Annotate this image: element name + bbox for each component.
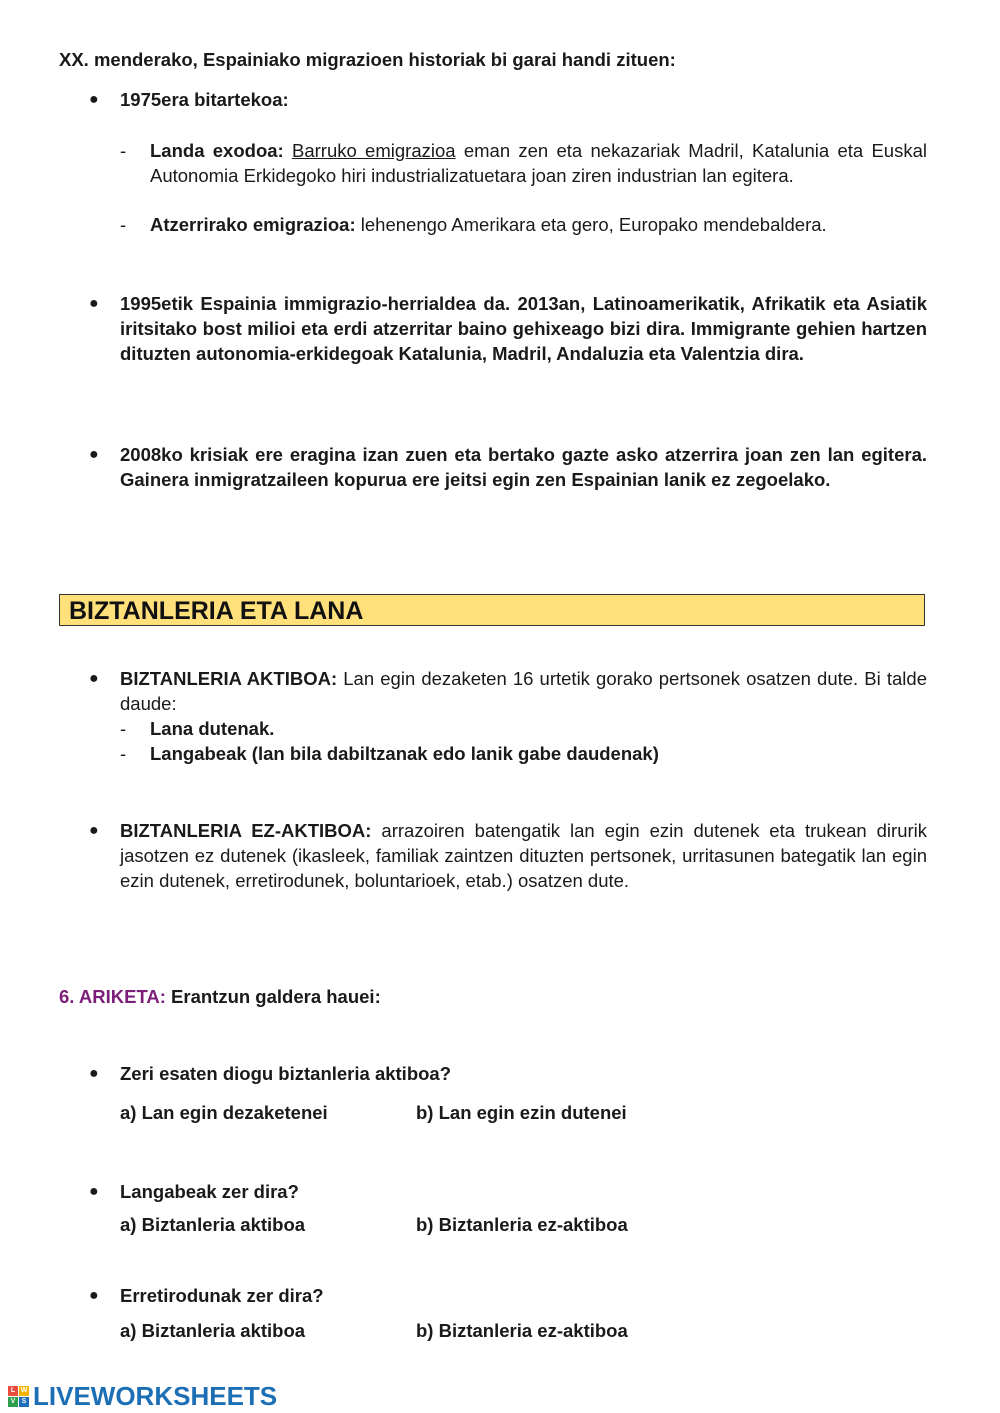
- dash-marker: -: [120, 743, 127, 764]
- bullet-dot: ●: [89, 670, 99, 687]
- liveworksheets-logo: [8, 1381, 277, 1411]
- logo-text: LIVEWORKSHEETS: [33, 1381, 278, 1411]
- atzerri-text: lehenengo Amerikara eta gero, Europako mendebaldera.: [355, 214, 827, 235]
- group-2: Langabeak (lan bila dabiltzanak edo lanik gabe daudenak): [150, 743, 659, 764]
- exercise-instruction: Erantzun galdera hauei:: [165, 986, 381, 1007]
- dash-marker: -: [120, 718, 127, 739]
- inactive-population-text: arrazoiren batengatik lan egin ezin dutenek eta trukean dirurik jasotzen ez dutenek (ikasleek, familiak zaintzen dituzten pertsonek, urritasunen bategatik lan egin ezin dutenek, erretirodunek, boluntarioek, etab.) osatzen dute.: [120, 820, 927, 891]
- bullet-dot: ●: [89, 295, 99, 312]
- bullet-dot: ●: [89, 822, 99, 839]
- question-3: Erretirodunak zer dira?: [120, 1285, 324, 1306]
- inactive-population-label: BIZTANLERIA EZ-AKTIBOA:: [120, 820, 372, 841]
- logo-grid-cell: L: [8, 1386, 18, 1396]
- inactive-population-paragraph: [120, 818, 927, 893]
- landa-exodoa-label: Landa exodoa:: [150, 140, 284, 161]
- question-2: Langabeak zer dira?: [120, 1181, 299, 1202]
- question-1-option-b[interactable]: b) Lan egin ezin dutenei: [416, 1102, 627, 1123]
- bullet-2-text: 1995etik Espainia immigrazio-herrialdea da. 2013an, Latinoamerikatik, Afrikatik eta Asiatik iritsitako bost milioi eta erdi atzerritar baino gehixeago bizi dira. Immigrante gehien hartzen dituzten autonomia-erkidegoak Katalunia, Madril, Andaluzia eta Valentzia dira.: [120, 293, 927, 364]
- question-3-option-b[interactable]: b) Biztanleria ez-aktiboa: [416, 1320, 628, 1341]
- landa-exodoa-text: eman zen eta nekazariak Madril, Katalunia eta Euskal Autonomia Erkidegoko hiri industrializatuetara joan ziren industrian lan egitera.: [150, 140, 927, 186]
- logo-grid-cell: S: [19, 1397, 29, 1407]
- logo-grid-cell: W: [20, 1386, 28, 1394]
- question-2-option-a[interactable]: a) Biztanleria aktiboa: [120, 1214, 306, 1235]
- atzerri-label: Atzerrirako emigrazioa:: [150, 214, 356, 235]
- active-population-paragraph: [120, 666, 927, 716]
- exercise-heading: [59, 984, 381, 1009]
- bullet-dot: ●: [89, 446, 99, 463]
- bullet-dot: ●: [89, 1183, 99, 1200]
- dash-marker: -: [120, 214, 127, 235]
- bullet-dot: ●: [89, 1065, 99, 1082]
- section-heading: BIZTANLERIA ETA LANA: [69, 597, 364, 625]
- logo-grid-cell: V: [8, 1397, 18, 1407]
- barruko-emigrazioa-term: Barruko emigrazioa: [292, 140, 456, 161]
- landa-exodoa-paragraph: [150, 138, 927, 188]
- question-1: Zeri esaten diogu biztanleria aktiboa?: [120, 1063, 452, 1084]
- question-2-option-b[interactable]: b) Biztanleria ez-aktiboa: [416, 1214, 628, 1235]
- question-3-option-a[interactable]: a) Biztanleria aktiboa: [120, 1320, 306, 1341]
- exercise-label: 6. ARIKETA:: [59, 986, 166, 1007]
- active-population-label: BIZTANLERIA AKTIBOA:: [120, 668, 338, 689]
- atzerri-paragraph: [150, 212, 927, 237]
- bullet-1-title: 1975era bitartekoa:: [120, 89, 289, 110]
- bullet-dot: ●: [89, 1287, 99, 1304]
- section-heading-box: [59, 594, 925, 626]
- bullet-dot: ●: [89, 91, 99, 108]
- bullet-3-text: 2008ko krisiak ere eragina izan zuen eta bertako gazte asko atzerrira joan zen lan egitera. Gainera inmigratzaileen kopurua ere jeitsi egin zen Espainian lanik ez zegoelako.: [120, 444, 927, 490]
- question-1-option-a[interactable]: a) Lan egin dezaketenei: [120, 1102, 328, 1123]
- intro-text: XX. menderako, Espainiako migrazioen historiak bi garai handi zituen:: [59, 49, 676, 70]
- dash-marker: -: [120, 140, 127, 161]
- active-population-text: Lan egin dezaketen 16 urtetik gorako pertsonek osatzen dute. Bi talde daude:: [120, 668, 927, 714]
- group-1: Lana dutenak.: [150, 718, 275, 739]
- logo-grid-icon: [8, 1386, 29, 1407]
